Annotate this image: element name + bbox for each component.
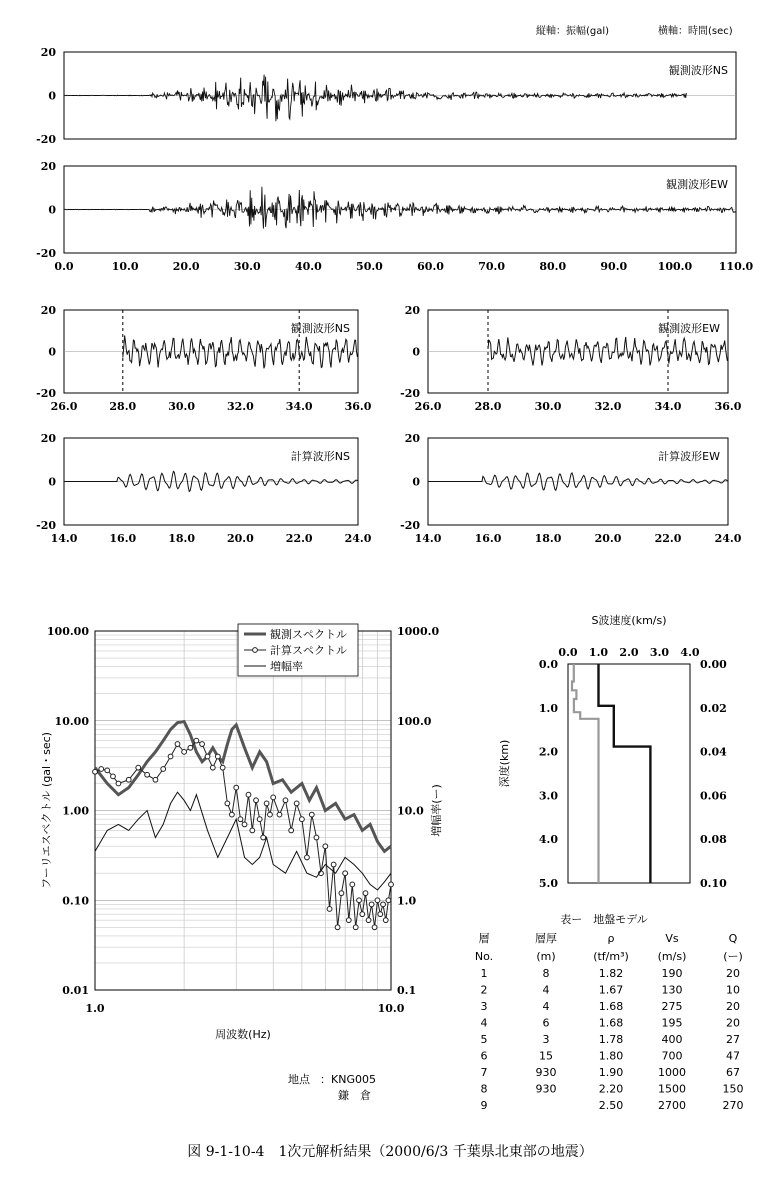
spectrum-marker bbox=[271, 795, 276, 800]
spectrum-marker bbox=[323, 844, 328, 849]
spectrum-marker bbox=[378, 912, 383, 917]
obs-zoom-1-xtick: 32.0 bbox=[594, 400, 622, 413]
obs-long-0-ytick: -20 bbox=[36, 133, 56, 146]
spectrum-marker bbox=[257, 817, 262, 822]
profile-ytick: 1.0 bbox=[538, 701, 558, 715]
table-cell: 930 bbox=[535, 1066, 557, 1079]
calc-zoom-0-panel bbox=[36, 432, 358, 532]
legend-label: 増幅率 bbox=[270, 660, 303, 673]
table-cell: 27 bbox=[726, 1033, 740, 1046]
spectrum-marker bbox=[353, 925, 358, 930]
spectrum-marker bbox=[264, 801, 269, 806]
obs-zoom-1-ytick: 0 bbox=[412, 345, 420, 359]
table-cell: 1 bbox=[480, 967, 488, 980]
obs-zoom-1-xtick: 30.0 bbox=[534, 400, 562, 413]
spectrum-marker bbox=[346, 918, 351, 923]
obs-zoom-0-panel bbox=[36, 304, 358, 400]
obs-long-1-ytick: -20 bbox=[36, 247, 56, 260]
table-header: ρ bbox=[607, 932, 615, 945]
table-cell: 1500 bbox=[658, 1082, 686, 1096]
calc-zoom-1-ytick: -20 bbox=[400, 519, 420, 532]
spectrum-marker bbox=[357, 898, 362, 903]
spectrum-marker bbox=[305, 855, 310, 860]
table-cell: 5 bbox=[480, 1033, 488, 1046]
spectrum-marker bbox=[161, 767, 166, 772]
spectrum-marker bbox=[386, 898, 391, 903]
profile-y2tick: 0.00 bbox=[700, 658, 727, 671]
obs-long-1-ytick: 0 bbox=[48, 203, 56, 217]
obs-zoom-1-xtick: 28.0 bbox=[474, 400, 502, 413]
table-unit: (m) bbox=[536, 950, 556, 963]
spectrum-marker bbox=[350, 882, 355, 887]
spectrum-marker bbox=[99, 767, 104, 772]
spectrum-ylabel: フーリエスペクトル (gal・sec) bbox=[40, 732, 53, 889]
calc-zoom-1-xtick: 20.0 bbox=[594, 532, 622, 545]
obs-zoom-0-label: 観測波形NS bbox=[290, 322, 350, 335]
table-cell: 4 bbox=[542, 983, 550, 997]
profile-frame bbox=[568, 664, 690, 883]
spectrum-marker bbox=[238, 817, 243, 822]
spectrum-marker bbox=[383, 918, 388, 923]
spectrum-marker bbox=[188, 745, 193, 750]
spectrum-series-0 bbox=[95, 722, 391, 852]
table-cell: 1.80 bbox=[598, 1049, 624, 1063]
time-xtick: 90.0 bbox=[600, 260, 628, 273]
spectrum-marker bbox=[381, 902, 386, 907]
table-cell: 6 bbox=[542, 1016, 550, 1030]
table-cell: 150 bbox=[722, 1082, 744, 1096]
site-label: 地点 bbox=[288, 1073, 310, 1086]
table-cell: 275 bbox=[661, 1000, 683, 1013]
time-xtick: 30.0 bbox=[233, 260, 261, 273]
calc-zoom-1-ytick: 20 bbox=[404, 432, 420, 445]
obs-zoom-1-xtick: 34.0 bbox=[654, 400, 682, 413]
spectrum-y2tick: 0.1 bbox=[397, 984, 417, 997]
obs-zoom-1-ytick: -20 bbox=[400, 387, 420, 400]
obs-long-1-panel bbox=[36, 160, 736, 260]
table-cell: 190 bbox=[661, 967, 683, 980]
obs-long-0-ytick: 0 bbox=[48, 89, 56, 103]
table-cell: 1.90 bbox=[598, 1066, 624, 1079]
calc-zoom-0-ytick: -20 bbox=[36, 519, 56, 532]
x-axis-note: 横軸：時間(sec) bbox=[658, 26, 733, 37]
waveform-trace bbox=[64, 187, 736, 229]
waveform-trace bbox=[64, 75, 686, 122]
table-unit: No. bbox=[474, 950, 494, 963]
calc-zoom-1-xtick: 16.0 bbox=[474, 532, 502, 545]
calc-zoom-1-ytick: 0 bbox=[412, 475, 420, 489]
profile-xtick: 4.0 bbox=[680, 646, 700, 659]
spectrum-marker bbox=[375, 898, 380, 903]
time-xtick: 40.0 bbox=[294, 260, 322, 273]
profile-y2tick: 0.08 bbox=[700, 833, 727, 847]
profile-ytick: 3.0 bbox=[538, 789, 558, 803]
table-cell: 4 bbox=[542, 1000, 550, 1013]
table-cell: 930 bbox=[535, 1082, 557, 1096]
spectrum-y2tick: 100.0 bbox=[397, 714, 432, 728]
table-cell: 47 bbox=[726, 1049, 740, 1063]
obs-zoom-0-xtick: 30.0 bbox=[168, 400, 195, 413]
spectrum-y2tick: 1000.0 bbox=[397, 625, 440, 638]
table-cell: 20 bbox=[726, 1000, 740, 1013]
spectrum-marker bbox=[220, 765, 225, 770]
spectrum-marker bbox=[277, 812, 282, 817]
calc-zoom-1-xtick: 14.0 bbox=[414, 532, 442, 545]
obs-zoom-1-xtick: 26.0 bbox=[414, 400, 442, 413]
time-xtick: 60.0 bbox=[417, 260, 444, 273]
profile-ytick: 5.0 bbox=[538, 877, 558, 890]
spectrum-marker bbox=[194, 738, 199, 743]
table-cell: 2.50 bbox=[598, 1099, 624, 1112]
spectrum-marker bbox=[250, 828, 255, 833]
spectrum-marker bbox=[229, 812, 234, 817]
profile-ytick: 4.0 bbox=[538, 833, 558, 847]
table-header: Vs bbox=[665, 932, 679, 945]
calc-zoom-1-xtick: 24.0 bbox=[714, 532, 742, 545]
y-axis-note: 縦軸：振幅(gal) bbox=[536, 26, 610, 37]
profile-y2tick: 0.02 bbox=[700, 701, 727, 715]
profile-ytick: 0.0 bbox=[538, 658, 558, 671]
table-header: Q bbox=[728, 932, 738, 945]
spectrum-marker bbox=[339, 891, 344, 896]
spectrum-marker bbox=[215, 754, 220, 759]
table-cell: 6 bbox=[480, 1049, 488, 1063]
obs-zoom-0-xtick: 32.0 bbox=[227, 400, 254, 413]
spectrum-marker bbox=[242, 822, 247, 827]
calc-zoom-0-xtick: 14.0 bbox=[50, 532, 78, 545]
calc-zoom-0-xtick: 22.0 bbox=[285, 532, 313, 545]
profile-line-0 bbox=[572, 664, 599, 883]
obs-zoom-0-xtick: 34.0 bbox=[285, 400, 313, 413]
table-cell: 20 bbox=[726, 967, 740, 980]
site-code: ：KNG005 bbox=[320, 1073, 376, 1086]
spectrum-marker bbox=[283, 798, 288, 803]
spectrum-ytick: 100.00 bbox=[46, 625, 89, 638]
table-cell: 1.67 bbox=[598, 983, 624, 997]
spectrum-marker bbox=[182, 749, 187, 754]
table-cell: 130 bbox=[661, 983, 683, 997]
time-xtick: 100.0 bbox=[657, 260, 693, 273]
table-cell: 1.82 bbox=[598, 967, 624, 980]
obs-zoom-0-xtick: 26.0 bbox=[50, 400, 78, 413]
table-cell: 1.68 bbox=[598, 1016, 624, 1030]
spectrum-marker bbox=[294, 801, 299, 806]
spectrum-marker bbox=[327, 907, 332, 912]
table-cell: 2 bbox=[480, 983, 488, 997]
obs-zoom-0-xtick: 28.0 bbox=[109, 400, 137, 413]
spectrum-marker bbox=[145, 772, 150, 777]
table-cell: 195 bbox=[661, 1016, 683, 1030]
table-cell: 1.78 bbox=[598, 1033, 624, 1046]
spectrum-marker bbox=[309, 812, 314, 817]
table-cell: 8 bbox=[480, 1082, 488, 1096]
profile-ytick: 2.0 bbox=[538, 745, 558, 759]
obs-zoom-0-ytick: 20 bbox=[40, 304, 56, 317]
obs-zoom-1-ytick: 20 bbox=[404, 304, 420, 317]
calc-zoom-0-xtick: 20.0 bbox=[227, 532, 254, 545]
table-cell: 4 bbox=[480, 1016, 488, 1030]
ground-model-table bbox=[475, 912, 744, 1112]
spectrum-ytick: 0.01 bbox=[62, 984, 89, 997]
obs-long-1-ytick: 20 bbox=[40, 160, 56, 173]
obs-zoom-0-xtick: 36.0 bbox=[344, 400, 372, 413]
table-cell: 270 bbox=[722, 1099, 744, 1112]
spectrum-marker bbox=[335, 925, 340, 930]
time-xtick: 50.0 bbox=[356, 260, 383, 273]
spectrum-marker bbox=[225, 801, 230, 806]
profile-line-1 bbox=[599, 664, 651, 883]
waveform-trace bbox=[123, 336, 358, 369]
calc-zoom-1-label: 計算波形EW bbox=[658, 450, 720, 463]
site-name: 鎌 倉 bbox=[338, 1089, 371, 1102]
calc-zoom-0-ytick: 20 bbox=[40, 432, 56, 445]
spectrum-y2tick: 1.0 bbox=[397, 894, 417, 908]
obs-long-0-ytick: 20 bbox=[40, 46, 56, 59]
table-cell: 700 bbox=[661, 1049, 683, 1063]
spectrum-marker bbox=[254, 798, 259, 803]
spectrum-marker bbox=[136, 765, 141, 770]
spectrum-marker bbox=[116, 781, 121, 786]
spectrum-y2tick: 10.0 bbox=[397, 804, 424, 818]
spectrum-marker bbox=[372, 925, 377, 930]
table-cell: 3 bbox=[542, 1033, 550, 1046]
table-cell: 8 bbox=[542, 967, 550, 980]
velocity-profile-chart bbox=[497, 613, 727, 890]
spectrum-xlabel: 周波数(Hz) bbox=[215, 1028, 271, 1041]
calc-zoom-1-xtick: 22.0 bbox=[654, 532, 682, 545]
spectrum-ytick: 10.00 bbox=[54, 714, 89, 728]
table-cell: 1000 bbox=[658, 1066, 686, 1079]
spectrum-y2label: 増幅率(ー) bbox=[430, 784, 443, 837]
fourier-spectrum-chart bbox=[40, 624, 443, 1041]
profile-ylabel: 深度(km) bbox=[498, 739, 511, 788]
legend-marker bbox=[253, 648, 258, 653]
time-xtick: 20.0 bbox=[172, 260, 200, 273]
spectrum-marker bbox=[343, 871, 348, 876]
table-cell: 3 bbox=[480, 1000, 488, 1013]
spectrum-marker bbox=[126, 777, 131, 782]
profile-title: S波速度(km/s) bbox=[591, 614, 667, 627]
spectrum-marker bbox=[153, 777, 158, 782]
spectrum-marker bbox=[111, 774, 116, 779]
spectrum-marker bbox=[200, 742, 205, 747]
table-unit: (tf/m³) bbox=[593, 950, 629, 963]
calc-zoom-0-label: 計算波形NS bbox=[290, 450, 350, 463]
legend-label: 計算スペクトル bbox=[270, 644, 347, 657]
obs-long-0-panel bbox=[36, 46, 736, 146]
table-cell: 20 bbox=[726, 1016, 740, 1030]
time-xtick: 110.0 bbox=[718, 260, 754, 273]
table-cell: 2.20 bbox=[598, 1082, 624, 1096]
table-header: 層厚 bbox=[535, 932, 557, 945]
spectrum-marker bbox=[314, 835, 319, 840]
profile-xtick: 1.0 bbox=[588, 646, 609, 659]
spectrum-marker bbox=[363, 891, 368, 896]
calc-zoom-0-xtick: 24.0 bbox=[344, 532, 372, 545]
spectrum-ytick: 1.00 bbox=[62, 804, 89, 818]
table-cell: 1.68 bbox=[598, 1000, 624, 1013]
obs-long-1-label: 観測波形EW bbox=[666, 178, 728, 191]
spectrum-marker bbox=[389, 882, 394, 887]
time-xtick: 10.0 bbox=[111, 260, 139, 273]
calc-zoom-0-xtick: 18.0 bbox=[168, 532, 195, 545]
spectrum-marker bbox=[168, 754, 173, 759]
spectrum-marker bbox=[205, 754, 210, 759]
spectrum-xtick: 10.0 bbox=[377, 1002, 405, 1015]
legend-label: 観測スペクトル bbox=[270, 628, 347, 641]
table-unit: (m/s) bbox=[657, 950, 687, 963]
spectrum-marker bbox=[234, 785, 239, 790]
spectrum-marker bbox=[331, 862, 336, 867]
spectrum-marker bbox=[299, 817, 304, 822]
spectrum-marker bbox=[369, 902, 374, 907]
spectrum-series-1 bbox=[93, 738, 394, 929]
profile-y2tick: 0.10 bbox=[700, 877, 727, 890]
time-xtick: 80.0 bbox=[539, 260, 567, 273]
table-cell: 400 bbox=[661, 1033, 683, 1046]
obs-zoom-1-xtick: 36.0 bbox=[714, 400, 742, 413]
spectrum-line bbox=[95, 722, 391, 852]
table-title: 表ー 地盤モデル bbox=[560, 913, 648, 926]
table-cell: 2700 bbox=[658, 1099, 686, 1112]
figure-caption: 図 9-1-10-4 1次元解析結果（2000/6/3 千葉県北東部の地震） bbox=[187, 1144, 593, 1160]
spectrum-marker bbox=[268, 812, 273, 817]
table-unit: (ー) bbox=[723, 950, 743, 963]
obs-zoom-1-label: 観測波形EW bbox=[658, 322, 720, 335]
spectrum-marker bbox=[93, 769, 98, 774]
profile-y2tick: 0.04 bbox=[700, 745, 727, 759]
obs-zoom-0-ytick: 0 bbox=[48, 345, 56, 359]
obs-long-0-label: 観測波形NS bbox=[668, 64, 728, 77]
table-header: 層 bbox=[478, 932, 490, 945]
profile-xtick: 3.0 bbox=[649, 646, 670, 659]
spectrum-marker bbox=[210, 765, 215, 770]
obs-zoom-1-panel bbox=[400, 304, 728, 400]
spectrum-marker bbox=[175, 742, 180, 747]
calc-zoom-1-xtick: 18.0 bbox=[534, 532, 562, 545]
spectrum-marker bbox=[289, 828, 294, 833]
spectrum-xtick: 1.0 bbox=[85, 1002, 105, 1015]
spectrum-marker bbox=[366, 918, 371, 923]
calc-zoom-0-xtick: 16.0 bbox=[109, 532, 137, 545]
time-xtick: 0.0 bbox=[54, 260, 74, 273]
profile-y2tick: 0.06 bbox=[700, 789, 727, 803]
table-cell: 67 bbox=[726, 1066, 740, 1079]
time-xtick: 70.0 bbox=[478, 260, 506, 273]
profile-xtick: 0.0 bbox=[558, 646, 578, 659]
table-cell: 7 bbox=[480, 1066, 488, 1079]
spectrum-marker bbox=[261, 835, 266, 840]
spectrum-marker bbox=[360, 912, 365, 917]
spectrum-marker bbox=[105, 768, 110, 773]
calc-zoom-1-panel bbox=[400, 432, 728, 532]
table-cell: 9 bbox=[480, 1099, 488, 1112]
calc-zoom-0-ytick: 0 bbox=[48, 475, 56, 489]
spectrum-marker bbox=[246, 792, 251, 797]
profile-xtick: 2.0 bbox=[619, 646, 639, 659]
table-cell: 10 bbox=[726, 983, 740, 997]
waveform-panels bbox=[36, 46, 753, 545]
table-cell: 15 bbox=[539, 1049, 553, 1063]
spectrum-ytick: 0.10 bbox=[62, 894, 89, 908]
obs-zoom-0-ytick: -20 bbox=[36, 387, 56, 400]
